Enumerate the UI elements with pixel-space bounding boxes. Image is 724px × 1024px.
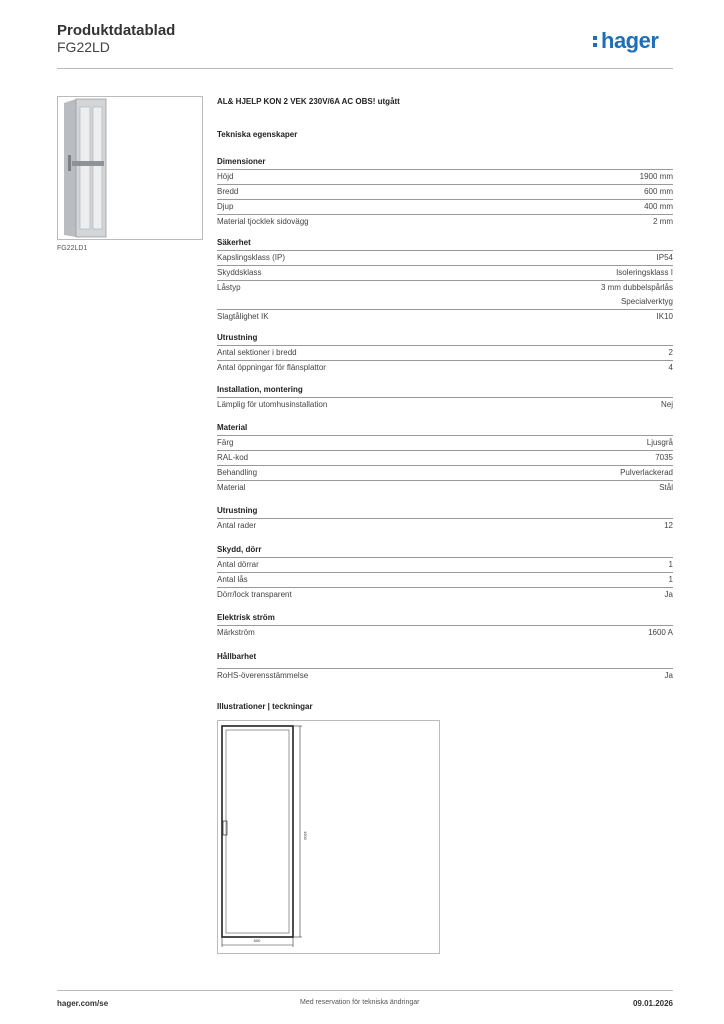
spec-value: 400 mm bbox=[644, 202, 673, 211]
spec-label: RoHS-överensstämmelse bbox=[217, 671, 309, 680]
spec-label: Färg bbox=[217, 438, 234, 447]
logo-dots-icon bbox=[593, 32, 599, 48]
section-equipment bbox=[217, 331, 673, 375]
footer-disclaimer: Med reservation för tekniska ändringar bbox=[300, 999, 420, 1006]
product-code: FG22LD bbox=[57, 39, 110, 55]
spec-value: 1 bbox=[668, 560, 673, 569]
spec-row bbox=[217, 265, 673, 280]
thumbnail-caption: FG22LD1 bbox=[57, 245, 88, 252]
spec-label: Skyddsklass bbox=[217, 268, 262, 277]
spec-label: Djup bbox=[217, 202, 234, 211]
spec-row bbox=[217, 397, 673, 412]
spec-row bbox=[217, 360, 673, 375]
spec-label: Antal lås bbox=[217, 575, 248, 584]
header-divider bbox=[57, 68, 673, 69]
logo-text: hager bbox=[601, 28, 659, 53]
section-title: Säkerhet bbox=[217, 238, 251, 247]
section-door-protection bbox=[217, 543, 673, 602]
spec-value: 600 mm bbox=[644, 187, 673, 196]
width-dimension: 600 bbox=[253, 938, 261, 943]
spec-row bbox=[217, 480, 673, 495]
spec-label: Behandling bbox=[217, 468, 258, 477]
footer-divider bbox=[57, 990, 673, 991]
spec-row bbox=[217, 309, 673, 324]
spec-value: Pulverlackerad bbox=[620, 468, 673, 477]
spec-value: 2 mm bbox=[653, 217, 673, 226]
spec-label: Märkström bbox=[217, 628, 255, 637]
section-title: Dimensioner bbox=[217, 157, 266, 166]
spec-label: RAL-kod bbox=[217, 453, 249, 462]
spec-value: 1600 A bbox=[648, 628, 673, 637]
spec-row bbox=[217, 668, 673, 683]
spec-label: Kapslingsklass (IP) bbox=[217, 253, 286, 262]
height-dimension: 1900 bbox=[303, 831, 308, 840]
footer-date: 09.01.2026 bbox=[632, 999, 673, 1008]
spec-row bbox=[217, 280, 673, 309]
spec-value: 2 bbox=[668, 348, 673, 357]
section-title: Installation, montering bbox=[217, 385, 303, 394]
footer-website: hager.com/se bbox=[57, 999, 109, 1008]
product-name: AL& HJELP KON 2 VEK 230V/6A AC OBS! utgått bbox=[217, 97, 400, 106]
section-title: Utrustning bbox=[217, 506, 258, 515]
spec-label: Material tjocklek sidovägg bbox=[217, 217, 309, 226]
spec-value: 4 bbox=[668, 363, 673, 372]
section-material bbox=[217, 421, 673, 495]
spec-label: Antal sektioner i bredd bbox=[217, 348, 297, 357]
spec-value: Stål bbox=[659, 483, 673, 492]
section-sustainability bbox=[217, 650, 673, 683]
spec-label: Bredd bbox=[217, 187, 239, 196]
section-installation bbox=[217, 383, 673, 412]
spec-label: Höjd bbox=[217, 172, 234, 181]
spec-row bbox=[217, 557, 673, 572]
spec-label: Dörr/lock transparent bbox=[217, 590, 292, 599]
spec-row bbox=[217, 625, 673, 640]
spec-label: Material bbox=[217, 483, 246, 492]
section-electric-current bbox=[217, 611, 673, 640]
spec-row bbox=[217, 199, 673, 214]
spec-row bbox=[217, 169, 673, 184]
spec-value: Ljusgrå bbox=[646, 438, 673, 447]
spec-row bbox=[217, 214, 673, 229]
spec-value: IP54 bbox=[656, 253, 673, 262]
section-dimensions bbox=[217, 155, 673, 229]
technical-drawing bbox=[217, 720, 440, 954]
spec-row bbox=[217, 250, 673, 265]
spec-label: Lämplig för utomhusinstallation bbox=[217, 400, 328, 409]
section-title: Hållbarhet bbox=[217, 652, 257, 661]
spec-value: 1900 mm bbox=[639, 172, 673, 181]
spec-label: Slagtålighet IK bbox=[217, 312, 269, 321]
spec-value: Nej bbox=[660, 400, 673, 409]
spec-value: Isoleringsklass I bbox=[616, 268, 673, 277]
spec-row bbox=[217, 345, 673, 360]
spec-row bbox=[217, 184, 673, 199]
section-title: Elektrisk ström bbox=[217, 613, 275, 622]
section-title: Utrustning bbox=[217, 333, 258, 342]
spec-row bbox=[217, 450, 673, 465]
spec-row bbox=[217, 572, 673, 587]
section-title: Skydd, dörr bbox=[217, 545, 262, 554]
page-title: Produktdatablad bbox=[57, 22, 176, 39]
spec-row bbox=[217, 587, 673, 602]
spec-value: 7035 bbox=[655, 453, 673, 462]
cabinet-front-drawing bbox=[218, 721, 439, 953]
hager-logo bbox=[593, 28, 658, 54]
spec-label: Antal dörrar bbox=[217, 560, 259, 569]
spec-row bbox=[217, 465, 673, 480]
section-title: Material bbox=[217, 423, 248, 432]
spec-value: Ja bbox=[664, 671, 673, 680]
section-safety bbox=[217, 236, 673, 324]
spec-value: 1 bbox=[668, 575, 673, 584]
spec-value: IK10 bbox=[656, 312, 673, 321]
section-equipment-rows bbox=[217, 504, 673, 533]
spec-value: 12 bbox=[664, 521, 673, 530]
spec-label: Antal rader bbox=[217, 521, 257, 530]
spec-row bbox=[217, 518, 673, 533]
illustrations-title: Illustrationer | teckningar bbox=[217, 702, 313, 711]
spec-label: Antal öppningar för flänsplattor bbox=[217, 363, 326, 372]
spec-value: Ja bbox=[664, 590, 673, 599]
spec-row bbox=[217, 435, 673, 450]
cabinet-image bbox=[58, 97, 202, 239]
product-thumbnail bbox=[57, 96, 203, 240]
technical-properties-title: Tekniska egenskaper bbox=[217, 130, 298, 139]
spec-value: 3 mm dubbelspårlås Specialverktyg bbox=[600, 283, 673, 306]
spec-label: Låstyp bbox=[217, 283, 241, 292]
